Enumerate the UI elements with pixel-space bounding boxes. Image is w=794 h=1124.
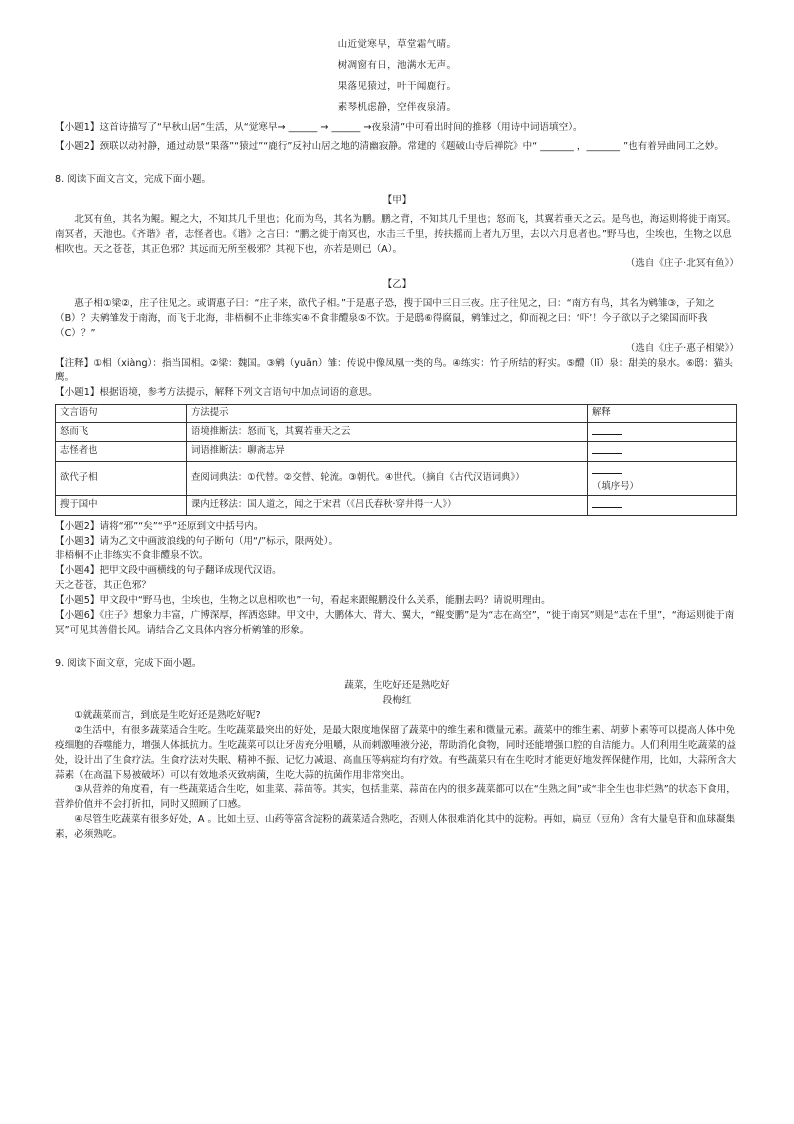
sub-question-4: 【小题4】把甲文段中画横线的句子翻译成现代汉语。: [55, 565, 282, 577]
article-paragraph: ②生活中，有很多蔬菜适合生吃。生吃蔬菜最突出的好处，是最大限度地保留了蔬菜中的维生素和微量元素。蔬菜中的维生素、胡萝卜素等可以提高人体中免疫细胞的吞噬能力，增强人体抵抗力。生吃蔬菜可以让牙齿充分咀嚼，从而刺激唾液分泌，帮助消化食物，同时还能增强口腔的自洁能力。人们利用生吃蔬菜的益处，设计出了生食疗法。生食疗法对失眠、精神不振、记忆力减退、高血压等病症均有疗效。有些蔬菜只有在生吃时才能更好地发挥保健作用，比如，大蒜所含大蒜素（在高温下易被破坏）可以有效地杀灭致病菌，生吃大蒜的抗菌作用非常突出。: [55, 724, 737, 781]
article-paragraph: ④尽管生吃蔬菜有很多好处，A 。比如土豆、山药等富含淀粉的蔬菜适合熟吃，否则人体很难消化其中的淀粉。再如，扁豆（豆角）含有大量皂苷和血球凝集素，必须熟吃。: [55, 814, 736, 840]
answer-blank: [592, 424, 622, 435]
annotation-notes: 【注释】①相（xiàng）：指当国相。②梁：魏国。③鹓（yuān）雏：传说中像凤凰一类的鸟。④练实：竹子所结的籽实。⑤醴（lǐ）泉：甜美的泉水。⑥鸱：猫头鹰。: [55, 357, 733, 384]
poem-line: 果落见猿过，叶干闻鹿行。: [337, 80, 457, 92]
table-cell-phrase: 搜于国中: [56, 496, 187, 516]
sub-question-4-sentence: 天之苍苍，其正色邪？: [55, 580, 151, 592]
poem-line: 山近觉寒早，草堂霜气晴。: [337, 39, 457, 50]
article-paragraph: ③从营养的角度看，有一些蔬菜适合生吃，如韭菜、蒜苗等。其实，包括韭菜、蒜苗在内的很多蔬菜都可以在“生熟之间”或“非全生也非烂熟”的状态下食用，营养价值并不会打折扣，同时又照顾了口感。: [55, 784, 736, 811]
sub-question-6: 【小题6】《庄子》想象力丰富，广博深厚，挥洒恣肆。甲文中，大鹏体大、背大、翼大，“鲲变鹏”是为“志在高空”，“徙于南冥”则是“志在千里”，“海运则徙于南冥”可见其善借长风。请结合乙文具体内容分析鹓雏的形象。: [55, 609, 735, 636]
passage-jia-source: （选自《庄子·北冥有鱼》）: [625, 258, 739, 270]
question-8: [55, 173, 739, 638]
table-row: [56, 461, 737, 495]
table-cell-method: 查阅词典法：①代替。②交替、轮流。③朝代。④世代。（摘自《古代汉语词典》）: [187, 461, 588, 495]
poem-question-2: 【小题2】颈联以动衬静，通过动景“果落”“猿过”“鹿行”反衬山居之地的清幽寂静。常建的《题破山寺后禅院》中“ _______ ，_______ ”也有着异曲同工之妙。: [55, 141, 725, 153]
table-row: [56, 422, 737, 442]
table-cell-method: 语境推断法：怒而飞，其翼若垂天之云: [187, 422, 588, 442]
sub-question-1: 【小题1】根据语境，参考方法提示，解释下列文言语句中加点词语的意思。: [55, 387, 378, 399]
answer-blank-cell[interactable]: [588, 496, 737, 516]
table-header: 方法提示: [187, 405, 588, 423]
article-author: 段梅红: [382, 695, 412, 707]
passage-jia: 北冥有鱼，其名为鲲。鲲之大，不知其几千里也；化而为鸟，其名为鹏。鹏之背，不知其几千里也；怒而飞，其翼若垂天之云。是鸟也，海运则将徙于南冥。南冥者，天池也。《齐谐》者，志怪者也。《谐》之言曰：“鹏之徙于南冥也，水击三千里，抟扶摇而上者九万里，去以六月息者也。”野马也，尘埃也，生物之以息相吹也。天之苍苍，其正色邪？其远而无所至极邪？其视下也，亦若是则已（A）。: [55, 213, 737, 255]
answer-blank: [592, 463, 622, 474]
table-header: 解释: [588, 405, 737, 423]
section-label-yi: 【乙】: [382, 279, 412, 291]
section-label-jia: 【甲】: [382, 195, 412, 207]
sub-question-3-sentence: 非梧桐不止非练实不食非醴泉不饮。: [55, 550, 209, 562]
fill-hint: （填序号）: [592, 480, 639, 492]
article-title: 蔬菜，生吃好还是熟吃好: [344, 680, 450, 692]
poem-question-1: 【小题1】这首诗描写了“早秋山居”生活，从“觉寒早→ ______ → ______ →夜泉清”中可看出时间的推移（用诗中词语填空）。: [55, 122, 583, 134]
poem: [55, 38, 739, 115]
answer-blank: [592, 443, 622, 454]
answer-blank-cell[interactable]: [588, 442, 737, 462]
question-heading: 8. 阅读下面文言文，完成下面小题。: [55, 174, 212, 186]
question-heading: 9. 阅读下面文章，完成下面小题。: [55, 657, 202, 669]
question-9: [55, 657, 739, 843]
table-row: [56, 442, 737, 462]
document-page: [55, 38, 739, 843]
table-cell-method: 词语推断法：聊斋志异: [187, 442, 588, 462]
table-cell-phrase: 志怪者也: [56, 442, 187, 462]
table-cell-phrase: 怒而飞: [56, 422, 187, 442]
article-paragraph: ①就蔬菜而言，到底是生吃好还是熟吃好呢?: [74, 710, 261, 722]
table-header-row: [56, 405, 737, 423]
answer-blank: [592, 497, 622, 508]
passage-yi: 惠子相①梁②，庄子往见之。或谓惠子曰：“庄子来，欲代子相。”于是惠子恐，搜于国中三日三夜。庄子往见之，曰：“南方有鸟，其名为鹓雏③，子知之（B）？夫鹓雏发于南海，而飞于北海，非梧桐不止非练实④不食非醴泉⑤不饮。于是鸱⑥得腐鼠，鹓雏过之，仰而视之曰：‘吓’！今子欲以子之梁国而吓我（C）？”: [55, 298, 715, 339]
table-row: [56, 496, 737, 516]
passage-yi-source: （选自《庄子·惠子相梁》）: [625, 342, 739, 354]
sub-question-5: 【小题5】甲文段中“野马也，尘埃也，生物之以息相吹也”一句，看起来跟鲲鹏没什么关系，能删去吗？请说明理由。: [55, 594, 551, 606]
sub-question-3: 【小题3】请为乙文中画波浪线的句子断句（用“/”标示，限两处）。: [55, 535, 339, 547]
poem-line: 素琴机虑静，空伴夜泉清。: [337, 101, 457, 113]
table-cell-method: 课内迁移法：国人道之，闻之于宋君（《吕氏春秋·穿井得一人》）: [187, 496, 588, 516]
answer-blank-cell[interactable]: [588, 461, 737, 495]
sub-question-2: 【小题2】请将“邪”“矣”“乎”还原到文中括号内。: [55, 520, 264, 532]
table-cell-phrase: 欲代子相: [56, 461, 187, 495]
table-header: 文言语句: [56, 405, 187, 423]
poem-line: 树凋窗有日，池满水无声。: [337, 59, 457, 71]
answer-blank-cell[interactable]: [588, 422, 737, 442]
vocab-table: [55, 404, 737, 515]
